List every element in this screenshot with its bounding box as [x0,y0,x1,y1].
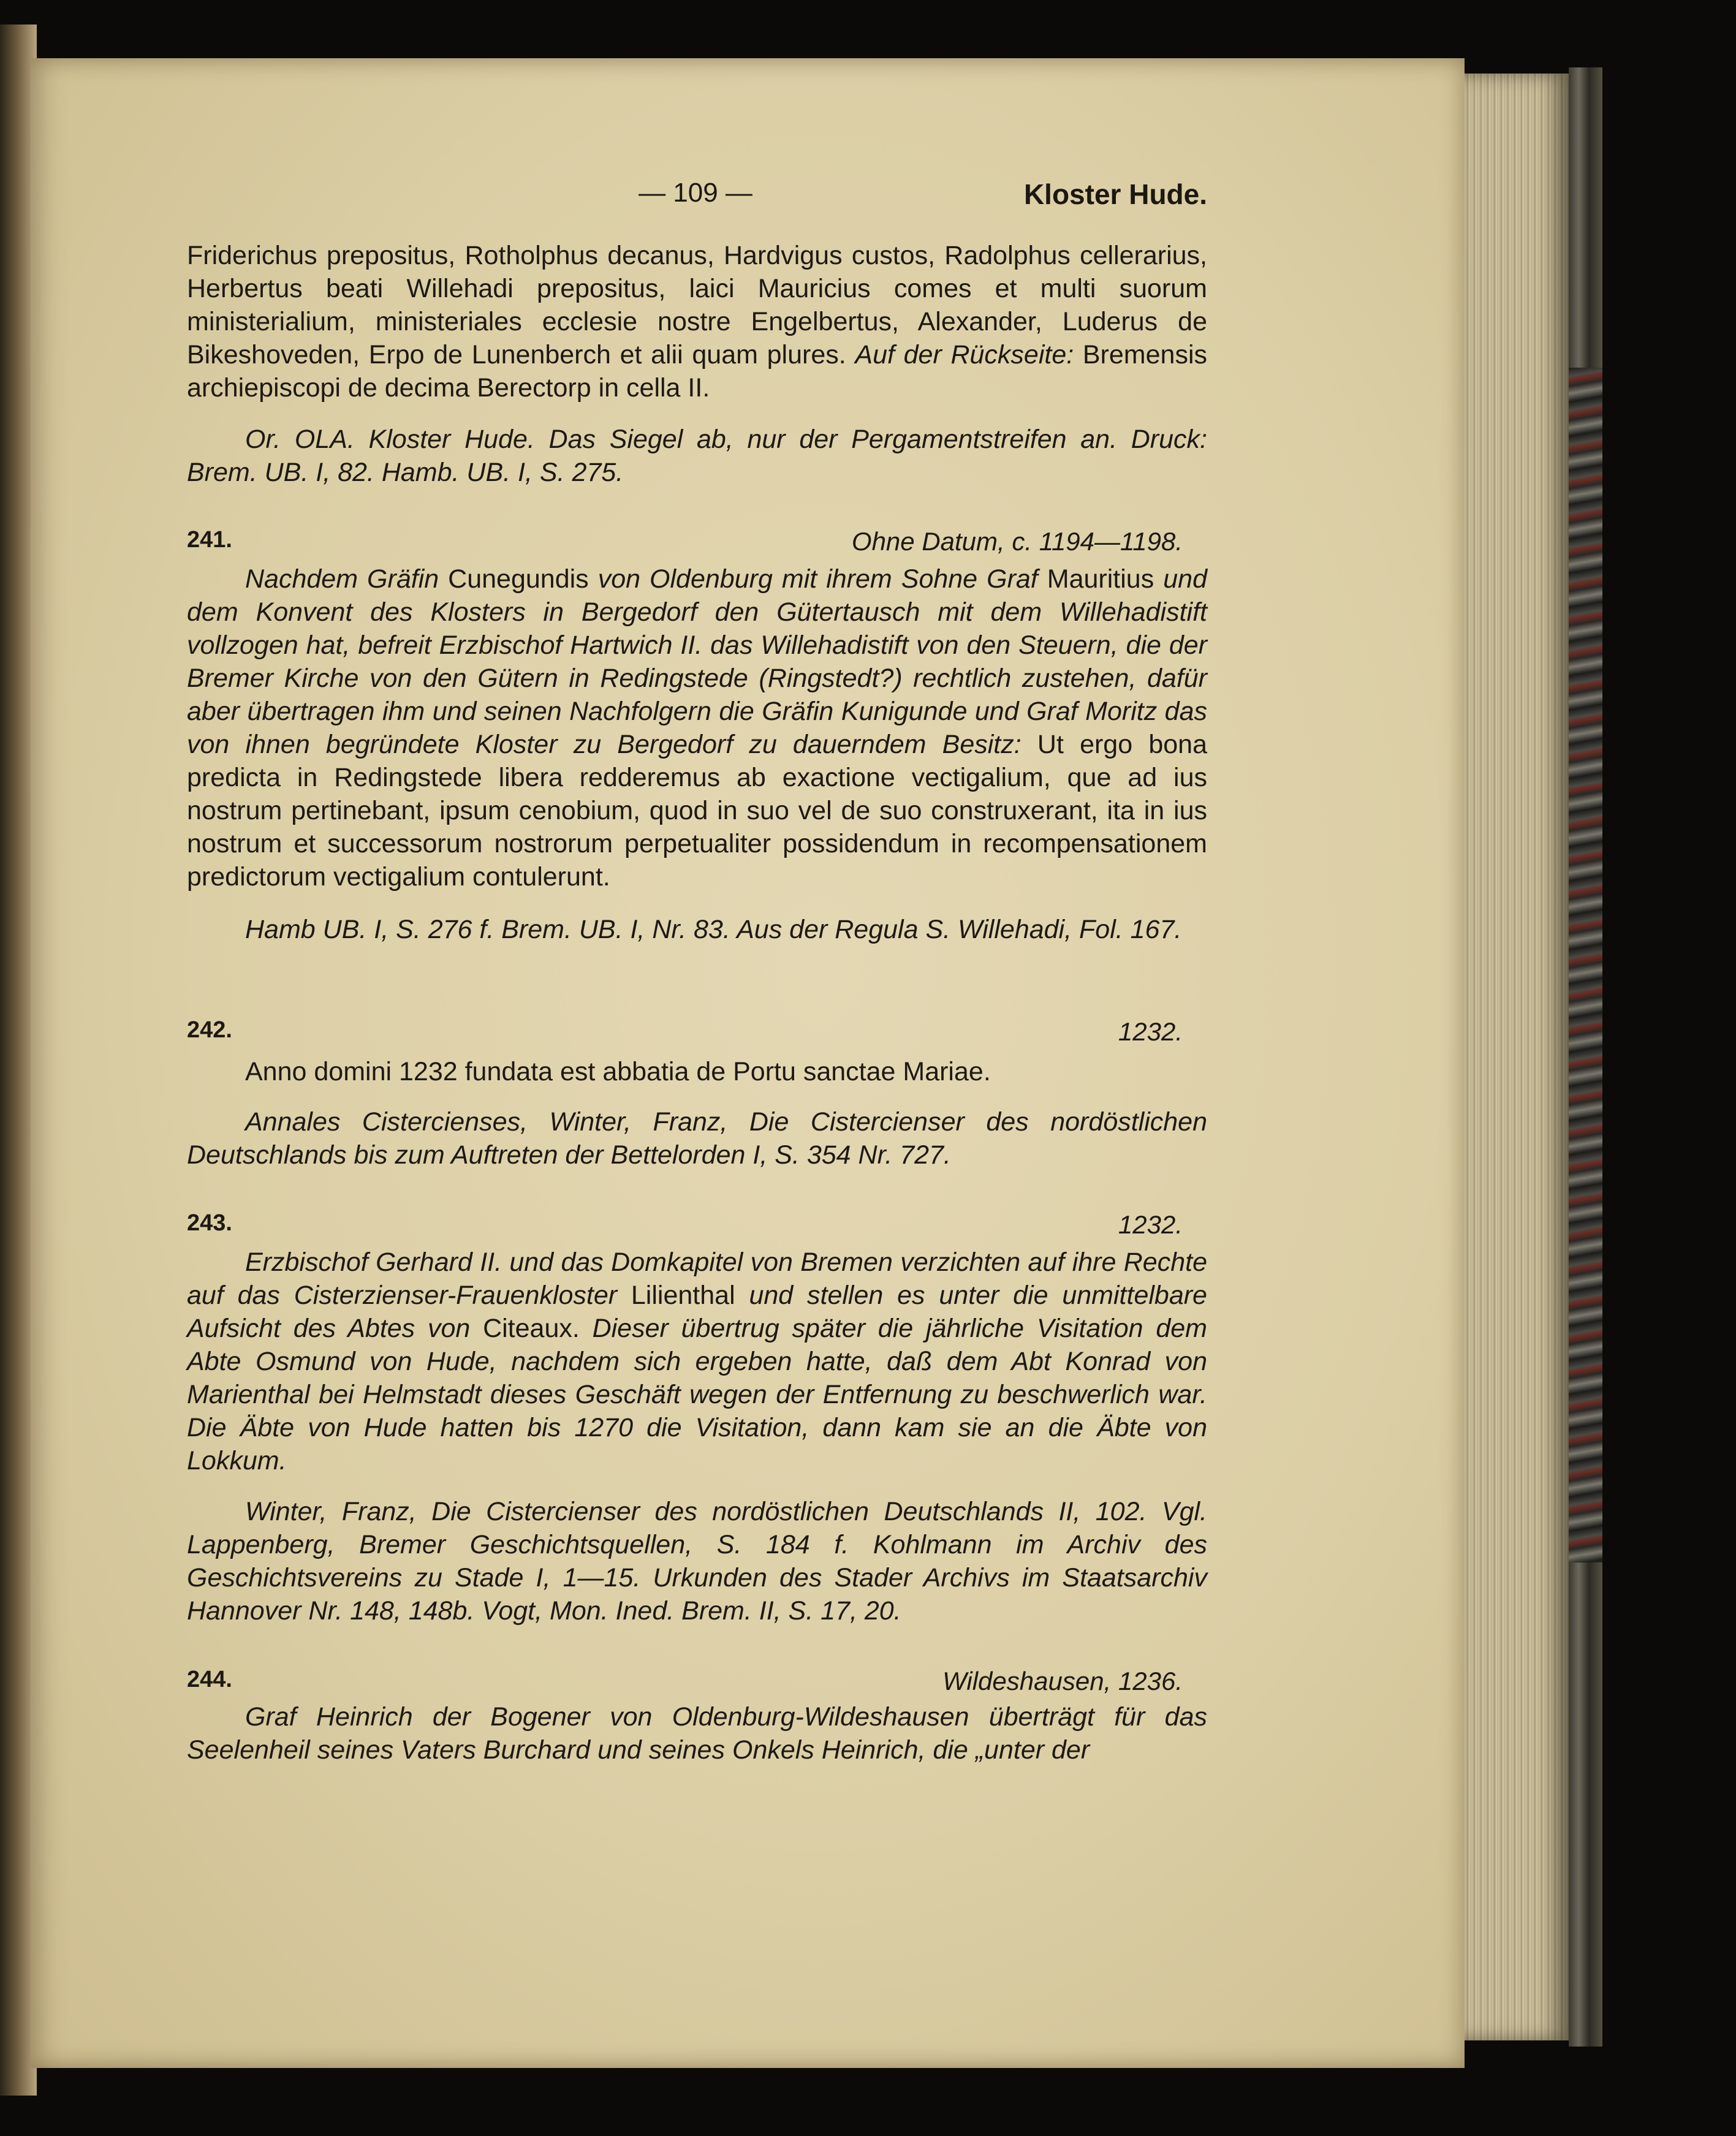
entry-summary-244: Graf Heinrich der Bogener von Oldenburg-Wildeshausen überträgt für das Seelenheil seines Vaters Burchard und seines Onkels Heinrich, die „unter der [187,1702,1207,1765]
summary-part: und dem Konvent des Klosters in Bergedorf den Gütertausch mit dem Willehadistift vollzogen hat, befreit Erzbischof Hartwich II. das Willehadistift von den Steuern, die der Bremer Kirche von den Gütern in Redingstede (Ringstedt?) rechtlich zustehen, dafür aber übertragen ihm und seinen Nachfolgern die Gräfin Kunigunde und Graf Moritz das von ihnen begründete Kloster zu Bergedorf zu dauerndem Besitz: [187,564,1207,759]
entry-number-244: 244. [187,1667,232,1692]
page-header [184,178,1207,221]
entry-date-241: Ohne Datum, c. 1194—1198. [851,527,1183,556]
entry-date-243: 1232. [1118,1210,1183,1239]
reverse-label: Auf der Rückseite: [855,340,1074,369]
entry-number-243: 243. [187,1210,232,1236]
intro-text: Friderichus prepositus, Rotholphus decanus, Hardvigus custos, Radolphus cellerarius, Herbertus beati Willehadi prepositus, laici Mauricius comes et multi suorum ministerialium, ministeriales ecclesie nostre Engelbertus, Alexander, Luderus de Bikeshoveden, Erpo de Lunenberch et alii quam plures. [187,241,1207,369]
entry-summary-243 [187,1246,1207,1477]
intro-text-2: Bremensis archiepiscopi de decima Berectorp in cella II. [187,340,1207,403]
entry-date-242: 1232. [1118,1017,1183,1046]
intro-paragraph [187,239,1207,404]
entry-number-241: 241. [187,527,232,553]
entry-summary-241 [187,562,1207,893]
entry-source-243: Winter, Franz, Die Cistercienser des nordöstlichen Deutschlands II, 102. Vgl. Lappenberg, Bremer Geschichtsquellen, S. 184 f. Kohlmann im Archiv des Geschichtsvereins zu Stade I, 1—15. Urkunden des Stader Archivs im Staatsarchiv Hannover Nr. 148, 148b. Vogt, Mon. Ined. Brem. II, S. 17, 20. [187,1497,1207,1626]
summary-part: Citeaux. [483,1314,593,1343]
entry-date-244: Wildeshausen, 1236. [942,1667,1183,1695]
entry-number-242: 242. [187,1017,232,1043]
summary-part: Nachdem Gräfin [245,564,449,594]
book-fore-edge [1465,74,1569,2040]
summary-part: und stellen es unter die unmittelbare Aufsicht des Abtes von [187,1281,1207,1343]
entry-summary-242: Anno domini 1232 fundata est abbatia de Portu sanctae Mariae. [245,1057,991,1086]
page-number: — 109 — [639,178,752,208]
entry-source-241: Hamb UB. I, S. 276 f. Brem. UB. I, Nr. 83. Aus der Regula S. Willehadi, Fol. 167. [245,915,1182,944]
summary-part: von Oldenburg mit ihrem Sohne Graf [597,564,1047,594]
running-title: Kloster Hude. [1023,178,1207,210]
summary-part: Erzbischof Gerhard II. und das Domkapitel von Bremen verzichten auf ihre Rechte auf das Cisterzienser-Frauenkloster [187,1248,1207,1310]
summary-part: Lilienthal [631,1281,749,1310]
summary-part: Dieser übertrug später die jährliche Visitation dem Abte Osmund von Hude, nachdem sich ergeben hatte, daß dem Abt Konrad von Marienthal bei Helmstadt dieses Geschäft wegen der Entfernung zu beschwerlich war. Die Äbte von Hude hatten bis 1270 die Visitation, dann kam sie an die Äbte von Lokkum. [187,1314,1207,1475]
intro-source: Or. OLA. Kloster Hude. Das Siegel ab, nur der Pergamentstreifen an. Druck: Brem. UB. I, 82. Hamb. UB. I, S. 275. [187,425,1207,487]
marbled-cover-board [1569,368,1602,1562]
summary-part: Ut ergo bona predicta in Redingstede libera redderemus ab exactione vectigalium, que ad ius nostrum pertinebant, ipsum cenobium, quod in suo vel de suo construxerant, ita in ius nostrum et successorum nostrorum perpetualiter possidendum in recompensationem predictorum vectigalium contulerunt. [187,730,1207,892]
entry-source-242: Annales Cistercienses, Winter, Franz, Die Cistercienser des nordöstlichen Deutschlands bis zum Auftreten der Bettelorden I, S. 354 Nr. 727. [187,1107,1207,1170]
summary-part: Cunegundis [448,564,598,594]
summary-part: Mauritius [1047,564,1164,594]
